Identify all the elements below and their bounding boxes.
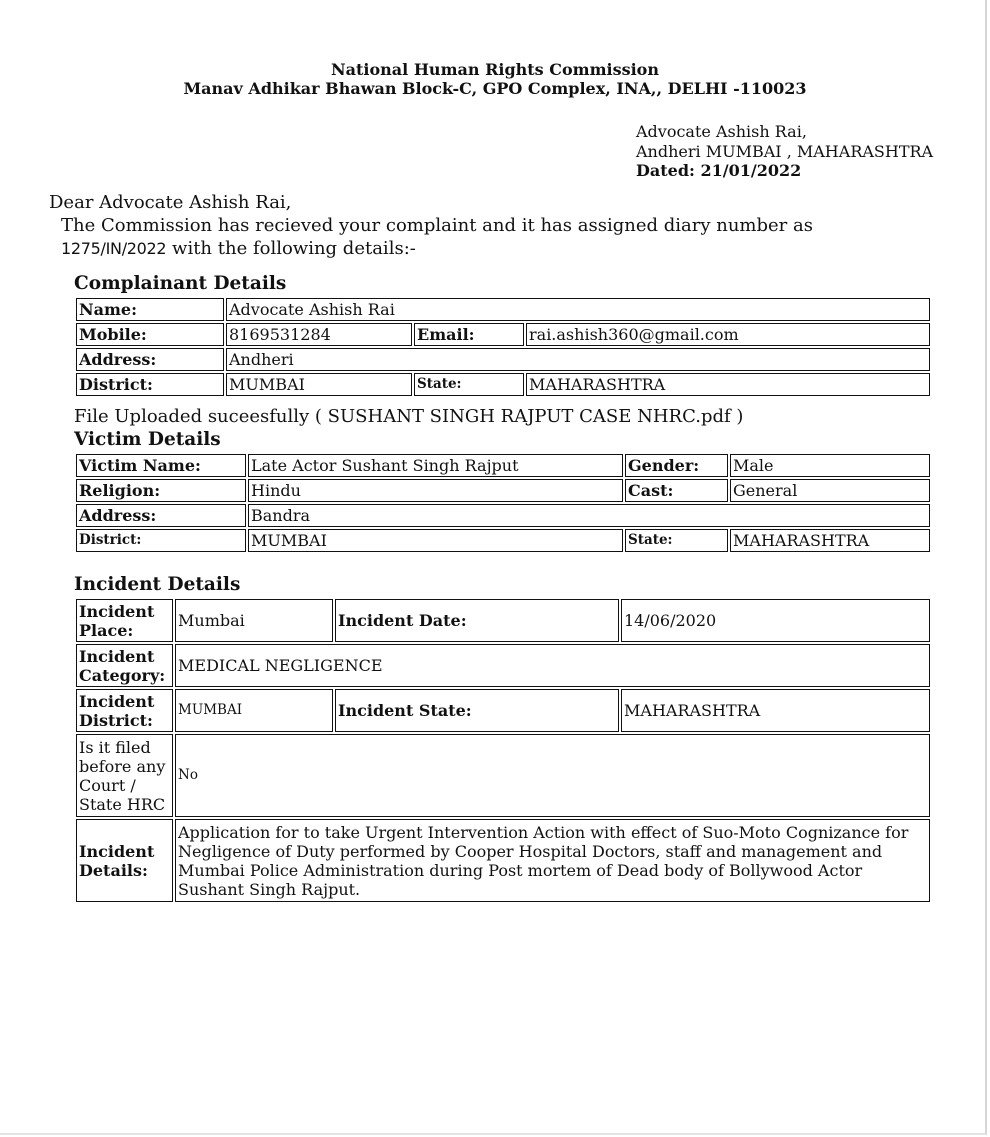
org-name: National Human Rights Commission xyxy=(331,60,659,79)
complainant-state-label: State: xyxy=(414,373,524,396)
complainant-email-value: rai.ashish360@gmail.com xyxy=(526,323,930,346)
incident-category-label: Incident Category: xyxy=(76,644,173,687)
victim-gender-label: Gender: xyxy=(625,454,728,477)
incident-category-value: MEDICAL NEGLIGENCE xyxy=(175,644,930,687)
complainant-heading: Complainant Details xyxy=(74,273,287,294)
diary-number: 1275/IN/2022 xyxy=(61,239,167,258)
recipient-block xyxy=(636,122,933,181)
incident-date-value: 14/06/2020 xyxy=(621,599,930,642)
victim-address-value: Bandra xyxy=(248,504,930,527)
victim-state-value: MAHARASHTRA xyxy=(730,529,930,552)
complainant-email-label: Email: xyxy=(414,323,524,346)
incident-heading: Incident Details xyxy=(74,574,241,595)
incident-district-value: MUMBAI xyxy=(175,689,333,732)
greeting: Dear Advocate Ashish Rai, xyxy=(49,192,292,213)
upload-status-message: File Uploaded suceesfully ( SUSHANT SINGH RAJPUT CASE NHRC.pdf ) xyxy=(74,406,744,427)
letter-date: Dated: 21/01/2022 xyxy=(636,161,802,180)
letter-line-2-suffix: with the following details:- xyxy=(166,238,416,259)
incident-table xyxy=(74,597,932,904)
victim-cast-label: Cast: xyxy=(625,479,728,502)
incident-details-label: Incident Details: xyxy=(76,819,173,902)
incident-state-value: MAHARASHTRA xyxy=(621,689,930,732)
incident-date-label: Incident Date: xyxy=(335,599,619,642)
victim-table xyxy=(74,452,932,554)
victim-cast-value: General xyxy=(730,479,930,502)
incident-state-label: Incident State: xyxy=(335,689,619,732)
incident-place-label: Incident Place: xyxy=(76,599,173,642)
org-address: Manav Adhikar Bhawan Block-C, GPO Complex, INA,, DELHI -110023 xyxy=(183,79,807,98)
complainant-name-label: Name: xyxy=(76,298,224,321)
letter-line-1: The Commission has recieved your complaint and it has assigned diary number as xyxy=(61,215,813,236)
complainant-mobile-label: Mobile: xyxy=(76,323,224,346)
recipient-location: Andheri MUMBAI , MAHARASHTRA xyxy=(636,141,934,161)
incident-filed-value: No xyxy=(175,734,930,817)
incident-district-label: Incident District: xyxy=(76,689,173,732)
victim-district-label: District: xyxy=(76,529,246,552)
incident-filed-label: Is it filed before any Court / State HRC xyxy=(76,734,173,817)
complainant-district-label: District: xyxy=(76,373,224,396)
incident-place-value: Mumbai xyxy=(175,599,333,642)
victim-religion-label: Religion: xyxy=(76,479,246,502)
incident-details-value: Application for to take Urgent Intervention Action with effect of Suo-Moto Cognizance for Negligence of Duty performed by Cooper Hospital Doctors, staff and management and Mumbai Police Administration during Post mortem of Dead body of Bollywood Actor Sushant Singh Rajput. xyxy=(175,819,930,902)
complainant-address-value: Andheri xyxy=(226,348,930,371)
victim-name-label: Victim Name: xyxy=(76,454,246,477)
complainant-table xyxy=(74,296,932,398)
victim-gender-value: Male xyxy=(730,454,930,477)
victim-district-value: MUMBAI xyxy=(248,529,623,552)
complainant-mobile-value: 8169531284 xyxy=(226,323,412,346)
complainant-district-value: MUMBAI xyxy=(226,373,412,396)
victim-religion-value: Hindu xyxy=(248,479,623,502)
victim-address-label: Address: xyxy=(76,504,246,527)
recipient-name: Advocate Ashish Rai, xyxy=(636,122,807,141)
victim-name-value: Late Actor Sushant Singh Rajput xyxy=(248,454,623,477)
complainant-address-label: Address: xyxy=(76,348,224,371)
complainant-name-value: Advocate Ashish Rai xyxy=(226,298,930,321)
victim-heading: Victim Details xyxy=(74,429,221,450)
victim-state-label: State: xyxy=(625,529,728,552)
letter-line-2 xyxy=(61,238,416,259)
complainant-state-value: MAHARASHTRA xyxy=(526,373,930,396)
